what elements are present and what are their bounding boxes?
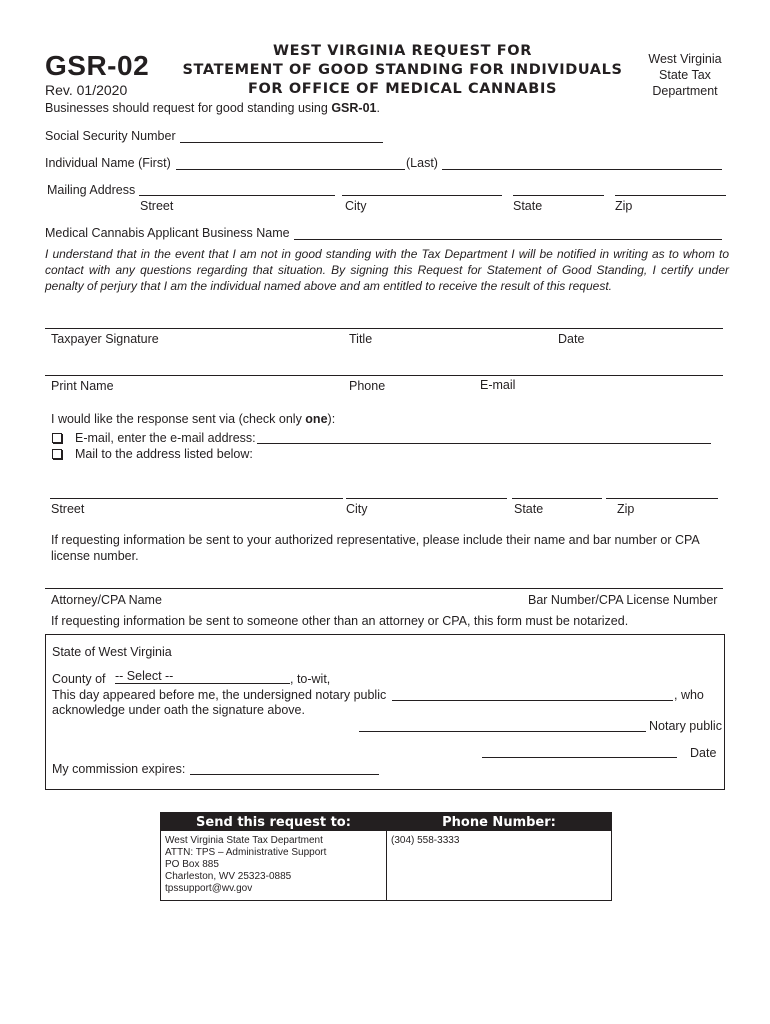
response-prompt-bold: one: [305, 412, 328, 426]
print-name-label: Print Name: [51, 379, 114, 393]
mailing-state-label: State: [513, 199, 543, 213]
signature-line[interactable]: [45, 328, 723, 329]
business-note-suffix: .: [376, 101, 380, 115]
title-line-1: WEST VIRGINIA REQUEST FOR: [272, 43, 532, 59]
notary-date-field[interactable]: [482, 757, 677, 758]
notary-public-label: Notary public: [649, 719, 722, 733]
address-line-1: West Virginia State Tax Department: [165, 835, 323, 846]
response-city-label: City: [346, 502, 368, 516]
mail-option-checkbox[interactable]: [52, 449, 62, 459]
appeared-name-field[interactable]: [392, 700, 673, 701]
mailing-city-label: City: [345, 199, 367, 213]
who-text: , who: [674, 688, 704, 702]
form-number: GSR-02: [45, 50, 150, 81]
last-name-label: (Last): [406, 156, 438, 170]
phone-number-value: (304) 558-3333: [391, 835, 460, 846]
attorney-cpa-name-label: Attorney/CPA Name: [51, 593, 162, 607]
title-label: Title: [349, 332, 373, 346]
send-to-address: [165, 835, 326, 895]
representative-instruction: If requesting information be sent to your authorized representative, please include their name and bar number or CPA license number.: [51, 533, 700, 563]
response-street-field[interactable]: [50, 498, 343, 499]
response-state-label: State: [514, 502, 544, 516]
appeared-text: This day appeared before me, the undersigned notary public: [52, 688, 387, 702]
last-name-field[interactable]: [442, 169, 722, 170]
department-line-1: West Virginia: [648, 52, 722, 66]
notarize-note: If requesting information be sent to someone other than an attorney or CPA, this form must be notarized.: [51, 614, 629, 628]
response-zip-field[interactable]: [606, 498, 718, 499]
acknowledge-text: acknowledge under oath the signature above.: [52, 703, 305, 717]
mail-option-label: Mail to the address listed below:: [75, 447, 253, 461]
email-address-field[interactable]: [257, 443, 711, 444]
business-note-form: GSR-01: [331, 101, 377, 115]
address-line-3: PO Box 885: [165, 859, 219, 870]
table-divider: [386, 813, 387, 900]
mailing-state-field[interactable]: [513, 195, 604, 196]
business-note: [45, 101, 380, 115]
mailing-zip-label: Zip: [615, 199, 633, 213]
address-line-5: tpssupport@wv.gov: [165, 883, 253, 894]
title-line-2: STATEMENT OF GOOD STANDING FOR INDIVIDUALS: [182, 62, 623, 78]
phone-number-header: Phone Number:: [387, 813, 611, 831]
signature-date-label: Date: [558, 332, 585, 346]
response-street-label: Street: [51, 502, 85, 516]
county-label: County of: [52, 672, 106, 686]
department-name: [640, 51, 730, 99]
email-option-checkbox[interactable]: [52, 433, 62, 443]
taxpayer-signature-label: Taxpayer Signature: [51, 332, 159, 346]
mailing-city-field[interactable]: [342, 195, 502, 196]
notary-state-line: State of West Virginia: [52, 645, 172, 659]
business-name-field[interactable]: [294, 239, 722, 240]
mailing-street-field[interactable]: [139, 195, 335, 196]
address-line-2: ATTN: TPS – Administrative Support: [165, 847, 327, 858]
send-to-header: Send this request to:: [161, 813, 386, 831]
response-prompt-prefix: I would like the response sent via (check only: [51, 412, 306, 426]
form-title: [170, 42, 635, 99]
county-select[interactable]: [115, 669, 290, 684]
email-label: E-mail: [480, 378, 516, 392]
title-line-3: FOR OFFICE OF MEDICAL CANNABIS: [247, 81, 557, 97]
commission-expires-field[interactable]: [190, 774, 379, 775]
business-name-label: Medical Cannabis Applicant Business Name: [45, 226, 290, 240]
response-prompt-suffix: ):: [327, 412, 336, 426]
representative-line[interactable]: [45, 588, 723, 589]
response-zip-label: Zip: [617, 502, 635, 516]
first-name-label: Individual Name (First): [45, 156, 171, 170]
mailing-street-label: Street: [140, 199, 174, 213]
mailing-address-label: Mailing Address: [47, 183, 136, 197]
mailing-zip-field[interactable]: [615, 195, 726, 196]
response-prompt: [51, 412, 335, 426]
license-number-label: Bar Number/CPA License Number: [528, 593, 718, 607]
business-note-prefix: Businesses should request for good standing using: [45, 101, 332, 115]
address-line-4: Charleston, WV 25323-0885: [165, 871, 292, 882]
response-city-field[interactable]: [346, 498, 507, 499]
certification-statement: I understand that in the event that I am not in good standing with the Tax Department I will be notified in writing as to whom to contact with any questions regarding that situation. By signing this Request for Statement of Good Standing, I certify under penalty of perjury that I am the individual named above and am entitled to receive the result of this request.: [45, 247, 729, 293]
to-wit-text: , to-wit,: [290, 672, 331, 686]
print-name-line[interactable]: [45, 375, 723, 376]
department-line-2: State Tax: [659, 68, 711, 82]
notary-public-signature-field[interactable]: [359, 731, 646, 732]
ssn-field[interactable]: [180, 142, 383, 143]
response-state-field[interactable]: [512, 498, 602, 499]
phone-label: Phone: [349, 379, 386, 393]
revision-date: Rev. 01/2020: [45, 82, 128, 98]
first-name-field[interactable]: [176, 169, 405, 170]
ssn-label: Social Security Number: [45, 129, 176, 143]
commission-expires-label: My commission expires:: [52, 762, 186, 776]
department-line-3: Department: [652, 84, 718, 98]
send-to-table: [160, 812, 612, 901]
email-option-label: E-mail, enter the e-mail address:: [75, 431, 256, 445]
notary-date-label: Date: [690, 746, 717, 760]
